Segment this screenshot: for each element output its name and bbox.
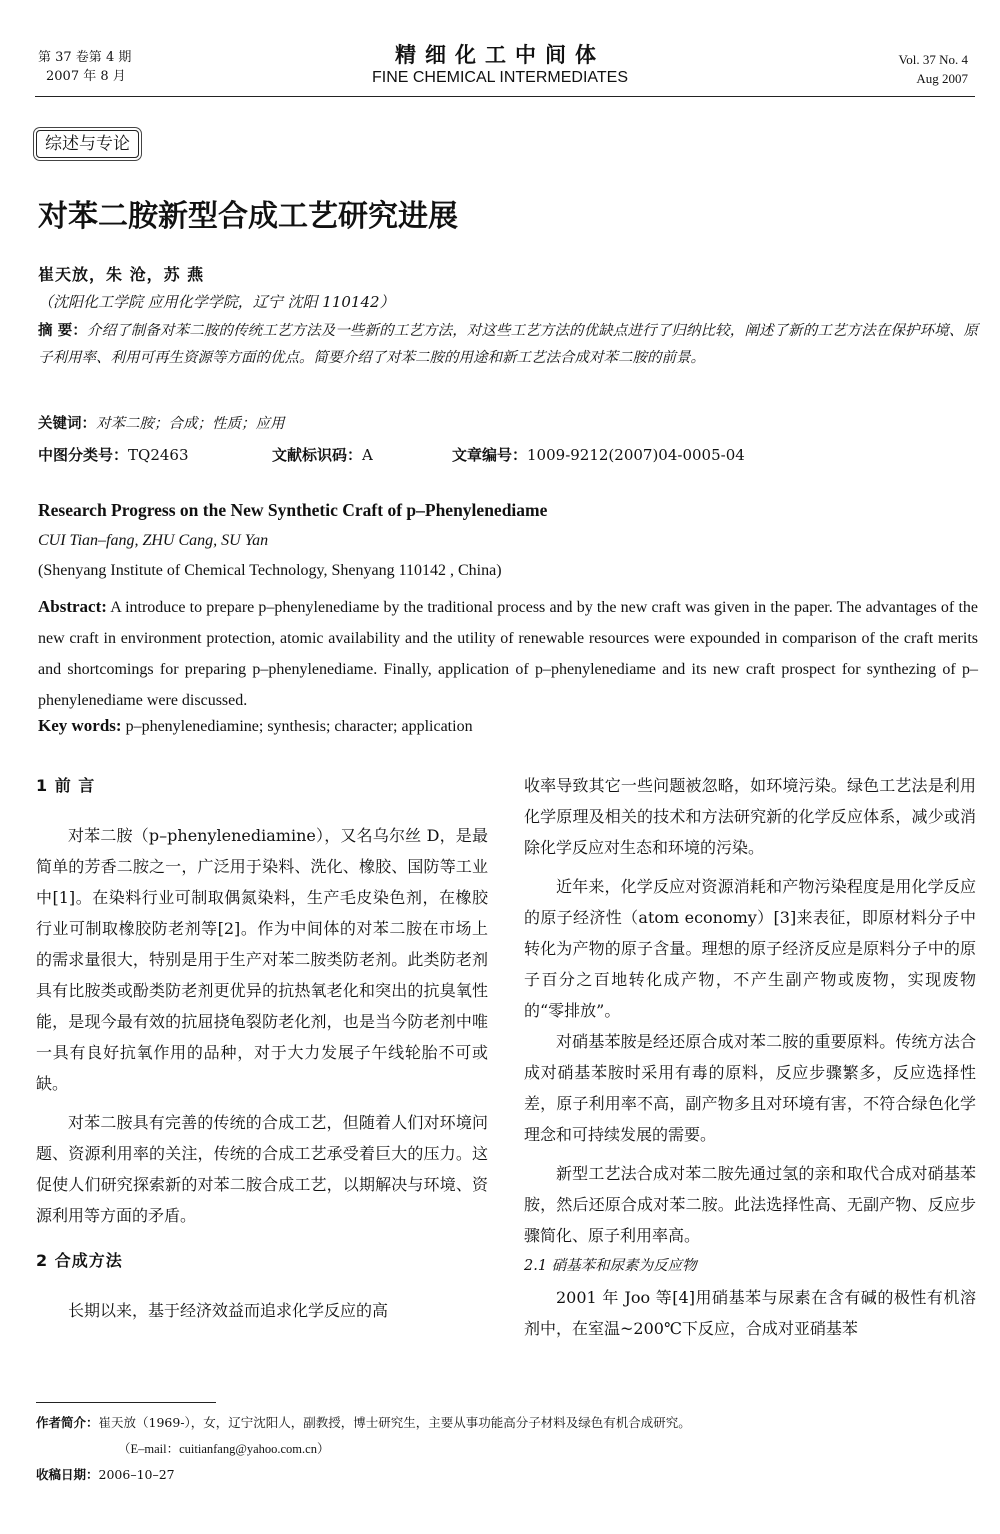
paragraph-continued: 收率导致其它一些问题被忽略，如环境污染。绿色工艺法是利用化学原理及相关的技术和方法研究新的化学反应体系，减少或消除化学反应对生态和环境的污染。: [524, 776, 976, 857]
clc-label: 中图分类号：: [38, 446, 129, 464]
article-title-en: Research Progress on the New Synthetic Craft of p–Phenylenediame: [38, 500, 548, 520]
paragraph: 对硝基苯胺是经还原合成对苯二胺的重要原料。传统方法合成对硝基苯胺时采用有毒的原料，反应步骤繁多，反应选择性差，原子利用率不高，副产物多且对环境有害，不符合绿色化学理念和可持续发展的需要。: [524, 1032, 976, 1144]
article-number-value: 1009-9212(2007)04-0005-04: [527, 446, 745, 464]
journal-name-cn: 精细化工中间体: [395, 43, 605, 67]
column-tag: 综述与专论: [36, 130, 139, 158]
paragraph: 2001 年 Joo 等[4]用硝基苯与尿素在含有碱的极性有机溶剂中，在室温~200℃下反应，合成对亚硝基苯: [524, 1288, 976, 1338]
authors-en: CUI Tian–fang, ZHU Cang, SU Yan: [38, 532, 269, 549]
affiliation-en: (Shenyang Institute of Chemical Technology, Shenyang 110142 , China): [38, 562, 502, 579]
date-en: Aug 2007: [916, 71, 968, 86]
paragraph: 对苯二胺具有完善的传统的合成工艺，但随着人们对环境问题、资源利用率的关注，传统的合成工艺承受着巨大的压力。这促使人们研究探索新的对苯二胺合成工艺，以期解决与环境、资源利用等方面的矛盾。: [36, 1113, 488, 1225]
received-date: [36, 1462, 691, 1488]
received-value: 2006–10–27: [98, 1467, 175, 1482]
author-email: （E–mail：cuitianfang@yahoo.com.cn）: [118, 1442, 330, 1456]
abstract-cn: [38, 318, 978, 372]
keywords-en: [38, 716, 473, 736]
author-bio: [36, 1410, 691, 1436]
affiliation-cn: （沈阳化工学院 应用化学学院，辽宁 沈阳 110142）: [38, 293, 395, 311]
received-label: 收稿日期：: [36, 1467, 99, 1482]
paragraph: 对苯二胺（p–phenylenediamine），又名乌尔丝 D，是最简单的芳香二胺之一，广泛用于染料、洗化、橡胶、国防等工业中[1]。在染料行业可制取偶氮染料，生产毛皮染色剂，在橡胶行业可制取橡胶防老剂等[2]。作为中间体的对苯二胺在市场上的需求量很大，特别是用于生产对苯二胺类防老剂。此类防老剂具有比胺类或酚类防老剂更优异的抗热氧老化和突出的抗臭氧性能，是现今最有效的抗屈挠龟裂防老化剂，也是当今防老剂中唯一具有良好抗氧作用的品种，对于大力发展子午线轮胎不可或缺。: [36, 826, 488, 1093]
issue-info-en: [899, 50, 968, 88]
abstract-en: [38, 591, 978, 716]
author-bio-label: 作者简介：: [36, 1415, 99, 1430]
section-heading-2: 2 合成方法: [36, 1251, 123, 1270]
volume-cn: 第 37 卷第 4 期: [38, 50, 132, 65]
journal-name-en: FINE CHEMICAL INTERMEDIATES: [371, 69, 629, 86]
header-divider: [35, 96, 975, 97]
abstract-en-text: A introduce to prepare p–phenylenediame by the traditional process and by the new craft was given in the paper. The advantages of the new craft in environment protection, atomic availability and the utility of renewable resources were expounded in comparison of the craft merits and shortcomings for preparing p–phenylenediame. Finally, application of p–phenylenediame and its new craft prospect for synthezing of p–phenylenediame were discussed.: [38, 599, 978, 709]
authors-cn: 崔天放，朱 沧，苏 燕: [38, 265, 205, 284]
date-cn: 2007 年 8 月: [46, 69, 126, 84]
footnotes: [36, 1410, 691, 1488]
paragraph: 近年来，化学反应对资源消耗和产物污染程度是用化学反应的原子经济性（atom economy）[3]来表征，即原材料分子中转化为产物的原子含量。理想的原子经济反应是原料分子中的原子百分之百地转化成产物，不产生副产物或废物，实现废物的“零排放”。: [524, 877, 976, 1020]
abstract-en-label: Abstract:: [38, 597, 107, 616]
keywords-cn-text: 对苯二胺；合成；性质；应用: [96, 416, 285, 432]
body-column-right: [524, 770, 976, 1344]
keywords-cn-label: 关键词：: [38, 416, 96, 432]
footnote-divider: [36, 1402, 216, 1403]
author-bio-text: 崔天放（1969-），女，辽宁沈阳人，副教授，博士研究生，主要从事功能高分子材料及绿色有机合成研究。: [98, 1415, 691, 1430]
volume-en: Vol. 37 No. 4: [898, 52, 968, 67]
article-number-label: 文章编号：: [452, 446, 528, 464]
keywords-cn: [38, 412, 285, 433]
subsection-heading-2-1: 2.1 硝基苯和尿素为反应物: [524, 1258, 697, 1274]
doc-code-value: A: [362, 446, 373, 464]
keywords-en-label: Key words:: [38, 716, 122, 735]
body-column-left: [36, 770, 488, 1326]
clc-number: [38, 444, 189, 465]
keywords-en-text: p–phenylenediamine; synthesis; character; application: [125, 718, 473, 735]
section-heading-1: 1 前 言: [36, 776, 96, 795]
document-code: [272, 444, 373, 465]
journal-name: [0, 42, 1000, 88]
clc-value: TQ2463: [128, 446, 189, 464]
doc-code-label: 文献标识码：: [272, 446, 363, 464]
abstract-cn-label: 摘 要：: [38, 323, 87, 339]
abstract-cn-text: 介绍了制备对苯二胺的传统工艺方法及一些新的工艺方法，对这些工艺方法的优缺点进行了归纳比较，阐述了新的工艺方法在保护环境、原子利用率、利用可再生资源等方面的优点。简要介绍了对苯二胺的用途和新工艺法合成对苯二胺的前景。: [38, 323, 978, 366]
article-title-cn: 对苯二胺新型合成工艺研究进展: [38, 199, 458, 234]
paragraph: 长期以来，基于经济效益而追求化学反应的高: [68, 1301, 389, 1320]
article-number: [452, 444, 745, 465]
paragraph: 新型工艺法合成对苯二胺先通过氢的亲和取代合成对硝基苯胺，然后还原合成对苯二胺。此法选择性高、无副产物、反应步骤简化、原子利用率高。: [524, 1164, 976, 1245]
